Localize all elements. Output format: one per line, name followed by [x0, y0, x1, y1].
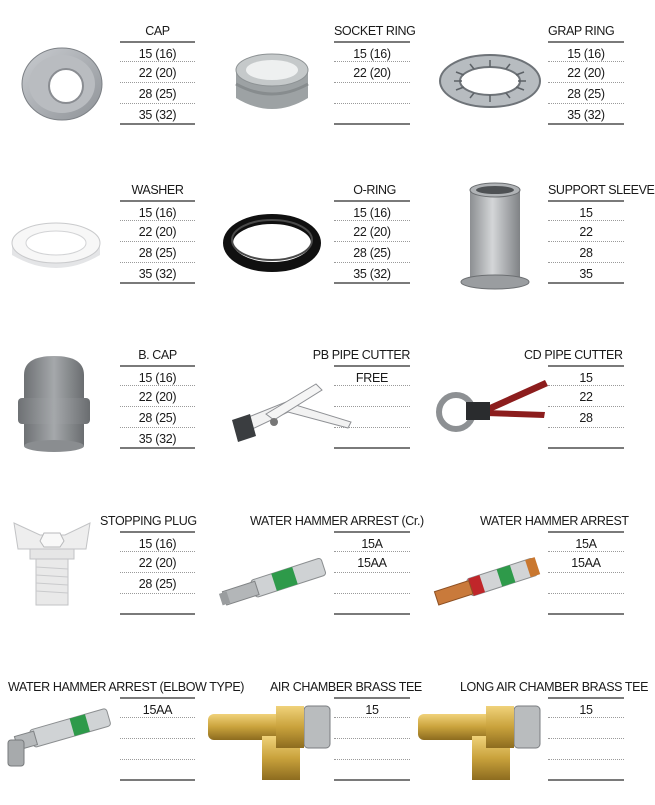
size-table — [548, 200, 624, 284]
size-cell — [334, 104, 410, 125]
size-cell: 28 (25) — [120, 407, 195, 428]
size-cell: 28 (25) — [120, 83, 195, 104]
size-cell: 22 — [548, 221, 624, 242]
pb-pipe-cutter-image — [226, 372, 356, 452]
cap-image — [14, 40, 109, 125]
size-cell: 22 (20) — [120, 62, 195, 83]
size-table — [548, 41, 624, 125]
socket-ring-image — [228, 40, 318, 120]
size-cell: 22 (20) — [120, 552, 195, 573]
item-title: AIR CHAMBER BRASS TEE — [270, 680, 422, 694]
size-table — [120, 365, 195, 449]
size-cell — [548, 573, 624, 594]
stopping-plug-image — [10, 515, 95, 610]
size-cell: 28 — [548, 242, 624, 263]
size-cell: 15 (16) — [120, 531, 195, 552]
size-cell: 22 (20) — [120, 221, 195, 242]
size-cell: 28 (25) — [334, 242, 410, 263]
size-cell: 22 — [548, 386, 624, 407]
size-cell — [334, 573, 410, 594]
size-table — [548, 697, 624, 781]
size-table — [120, 41, 195, 125]
cd-pipe-cutter-image — [430, 372, 550, 442]
size-cell: 22 (20) — [548, 62, 624, 83]
item-title: WATER HAMMER ARREST (ELBOW TYPE) — [8, 680, 245, 694]
grap-ring-image — [436, 50, 544, 112]
size-cell: 15 — [548, 200, 624, 221]
size-cell — [334, 718, 410, 739]
size-table — [334, 200, 410, 284]
support-sleeve-image — [458, 180, 533, 290]
size-cell: 15 — [548, 365, 624, 386]
washer-image — [8, 215, 103, 280]
size-cell: 15 — [548, 697, 624, 718]
size-cell — [334, 594, 410, 615]
size-table — [334, 41, 410, 125]
size-cell: 35 — [548, 263, 624, 284]
size-cell: 15 (16) — [548, 41, 624, 62]
item-title: CD PIPE CUTTER — [524, 348, 623, 362]
size-cell — [334, 739, 410, 760]
item-title: CAP — [145, 24, 170, 38]
size-cell: 28 (25) — [548, 83, 624, 104]
size-cell: 28 — [548, 407, 624, 428]
size-cell: 28 (25) — [120, 573, 195, 594]
size-cell — [548, 760, 624, 781]
size-cell — [548, 428, 624, 449]
size-cell — [120, 760, 195, 781]
size-cell: FREE — [334, 365, 410, 386]
size-cell: 22 (20) — [120, 386, 195, 407]
size-cell — [120, 594, 195, 615]
item-title: B. CAP — [138, 348, 177, 362]
size-cell: 15AA — [120, 697, 195, 718]
size-cell: 35 (32) — [548, 104, 624, 125]
item-title: STOPPING PLUG — [100, 514, 197, 528]
size-cell: 15A — [548, 531, 624, 552]
size-cell: 35 (32) — [334, 263, 410, 284]
size-cell — [120, 739, 195, 760]
size-table — [334, 531, 410, 615]
size-cell — [548, 718, 624, 739]
size-cell: 15 (16) — [334, 200, 410, 221]
size-cell: 22 (20) — [334, 221, 410, 242]
size-cell: 22 (20) — [334, 62, 410, 83]
size-table — [334, 697, 410, 781]
size-cell: 35 (32) — [120, 263, 195, 284]
item-title: O-RING — [353, 183, 396, 197]
size-cell: 15AA — [334, 552, 410, 573]
item-title: WATER HAMMER ARREST (Cr.) — [250, 514, 424, 528]
item-title: WATER HAMMER ARREST — [480, 514, 629, 528]
size-cell — [334, 83, 410, 104]
size-table — [548, 531, 624, 615]
size-cell: 15 (16) — [120, 41, 195, 62]
size-cell — [334, 760, 410, 781]
size-table — [120, 697, 195, 781]
size-cell: 35 (32) — [120, 428, 195, 449]
size-cell: 15 (16) — [334, 41, 410, 62]
item-title: SUPPORT SLEEVE — [548, 183, 655, 197]
b-cap-image — [14, 350, 94, 455]
o-ring-image — [222, 212, 322, 274]
size-cell: 15AA — [548, 552, 624, 573]
size-table — [120, 531, 195, 615]
size-cell: 15 (16) — [120, 200, 195, 221]
item-title: GRAP RING — [548, 24, 615, 38]
size-table — [120, 200, 195, 284]
size-cell — [120, 718, 195, 739]
size-cell: 28 (25) — [120, 242, 195, 263]
size-cell: 35 (32) — [120, 104, 195, 125]
water-hammer-arrest-elbow-image — [4, 696, 116, 776]
size-table — [548, 365, 624, 449]
item-title: LONG AIR CHAMBER BRASS TEE — [460, 680, 649, 694]
item-title: PB PIPE CUTTER — [312, 348, 410, 362]
size-cell: 15 — [334, 697, 410, 718]
size-cell — [548, 594, 624, 615]
water-hammer-arrest-cr-image — [218, 545, 333, 620]
water-hammer-arrest-image — [430, 545, 545, 620]
size-cell: 15A — [334, 531, 410, 552]
size-cell: 15 (16) — [120, 365, 195, 386]
item-title: SOCKET RING — [334, 24, 416, 38]
long-air-chamber-brass-tee-image — [416, 700, 546, 785]
item-title: WASHER — [131, 183, 184, 197]
size-cell — [548, 739, 624, 760]
air-chamber-brass-tee-image — [206, 700, 336, 785]
